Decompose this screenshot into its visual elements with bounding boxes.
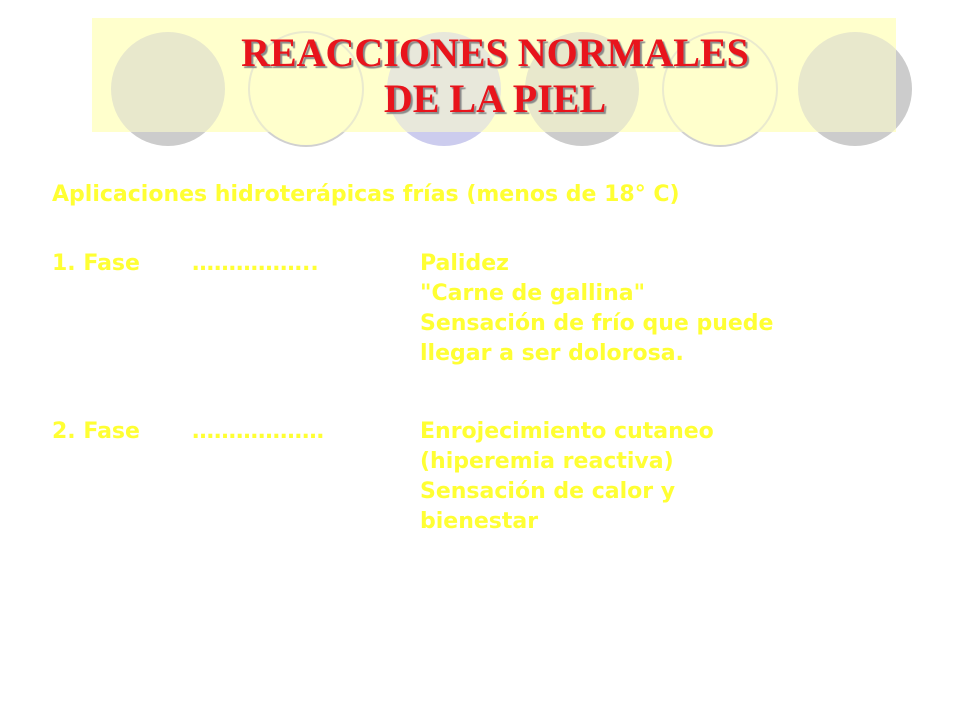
title-line-1: REACCIONES NORMALES bbox=[241, 30, 749, 75]
phase-2-label: 2. Fase bbox=[52, 419, 140, 444]
title-line-2: DE LA PIEL bbox=[383, 76, 607, 121]
phase-2-line: Sensación de calor y bbox=[420, 479, 676, 504]
phase-2-line: (hiperemia reactiva) bbox=[420, 449, 674, 474]
phase-2-dots: ……………… bbox=[192, 419, 324, 444]
intro-text: Aplicaciones hidroterápicas frías (menos de 18° C) bbox=[52, 182, 680, 207]
phase-2-line: Enrojecimiento cutaneo bbox=[420, 419, 714, 444]
phase-2-line: bienestar bbox=[420, 509, 539, 534]
phase-1-line: Sensación de frío que puede bbox=[420, 311, 774, 336]
phase-1-line: "Carne de gallina" bbox=[420, 281, 646, 306]
slide-title bbox=[0, 30, 960, 122]
phase-2-description bbox=[420, 417, 920, 537]
phase-1-line: Palidez bbox=[420, 251, 509, 276]
phase-1-label: 1. Fase bbox=[52, 251, 140, 276]
phase-1-dots: …………….. bbox=[192, 251, 319, 276]
phase-1-description bbox=[420, 249, 920, 369]
phase-1-line: llegar a ser dolorosa. bbox=[420, 341, 684, 366]
